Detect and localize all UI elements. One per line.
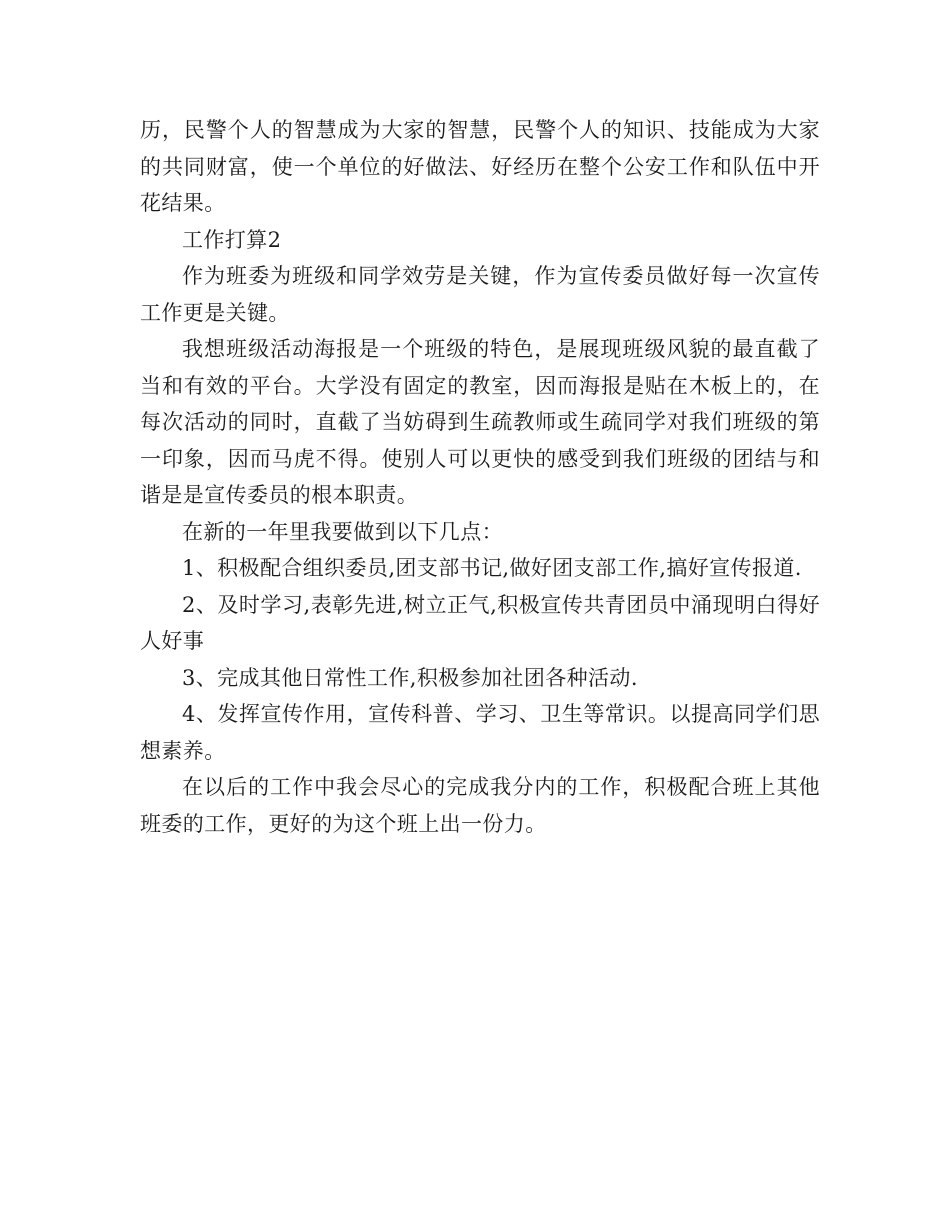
paragraph: 在以后的工作中我会尽心的完成我分内的工作，积极配合班上其他班委的工作，更好的为这个班上出一份力。 bbox=[140, 775, 820, 836]
paragraph-continuation: 历，民警个人的智慧成为大家的智慧，民警个人的知识、技能成为大家的共同财富，使一个单位的好做法、好经历在整个公安工作和队伍中开花结果。 bbox=[140, 118, 820, 215]
paragraph: 我想班级活动海报是一个班级的特色，是展现班级风貌的最直截了当和有效的平台。大学没有固定的教室，因而海报是贴在木板上的，在每次活动的同时，直截了当妨碍到生疏教师或生疏同学对我们班级的第一印象，因而马虎不得。使别人可以更快的感受到我们班级的团结与和谐是是宣传委员的根本职责。 bbox=[140, 337, 820, 507]
list-item: 1、积极配合组织委员,团支部书记,做好团支部工作,搞好宣传报道. bbox=[182, 556, 802, 580]
section-heading: 工作打算2 bbox=[182, 227, 282, 252]
list-item: 4、发挥宣传作用，宣传科普、学习、卫生等常识。以提高同学们思想素养。 bbox=[140, 702, 820, 763]
paragraph: 在新的一年里我要做到以下几点： bbox=[182, 519, 503, 544]
paragraph: 作为班委为班级和同学效劳是关键，作为宣传委员做好每一次宣传工作更是关键。 bbox=[140, 264, 820, 325]
list-item: 2、及时学习,表彰先进,树立正气,积极宣传共青团员中涌现明白得好人好事 bbox=[140, 592, 820, 653]
list-item: 3、完成其他日常性工作,积极参加社团各种活动. bbox=[182, 665, 638, 690]
document-body bbox=[140, 112, 820, 842]
